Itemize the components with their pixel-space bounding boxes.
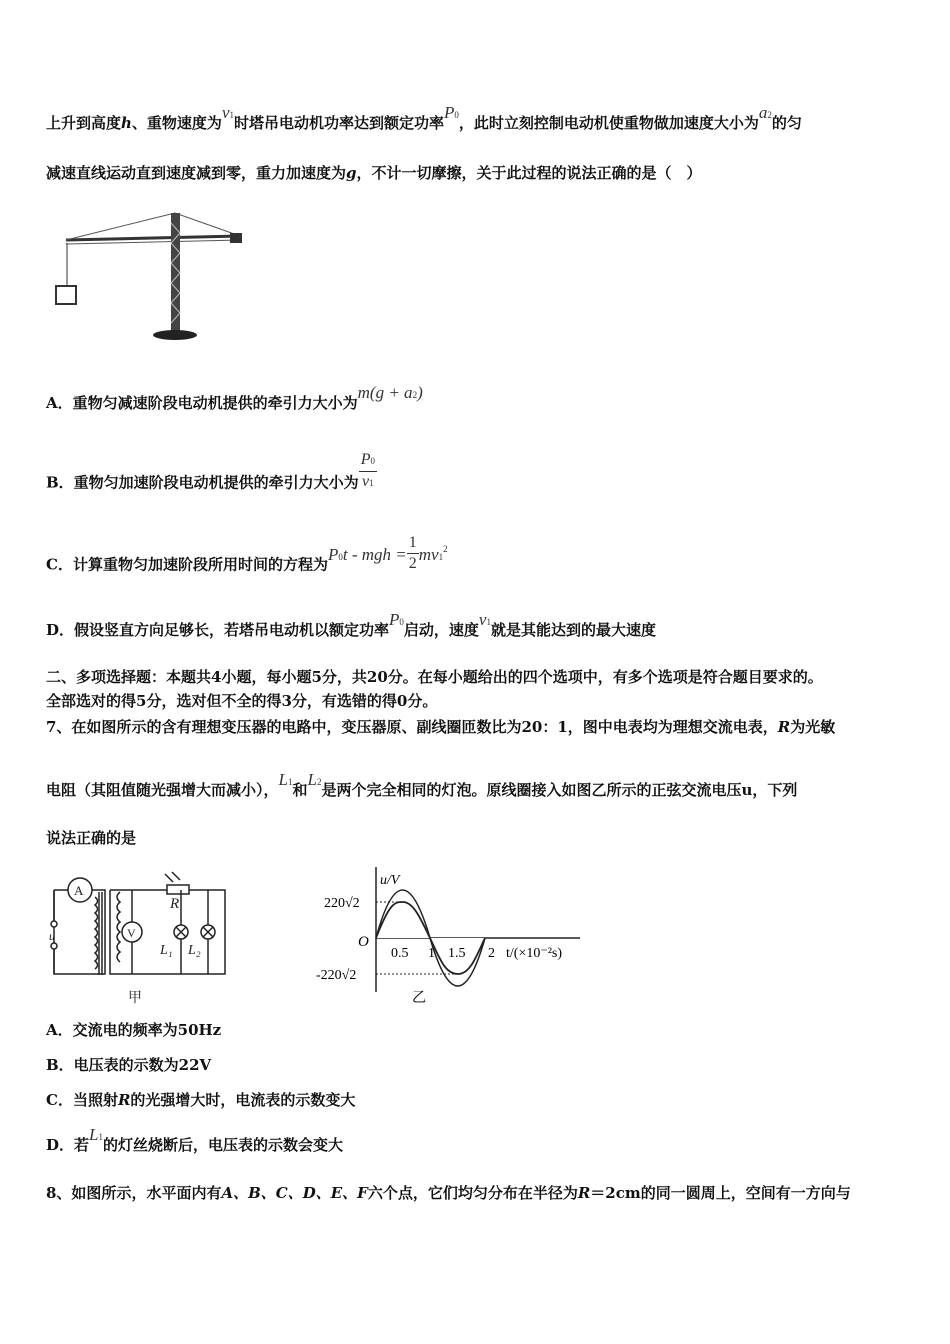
q7-line2: [46, 770, 798, 802]
svg-text:u: u: [49, 929, 55, 943]
svg-text:L₁: L₁: [160, 943, 173, 958]
svg-text:V: V: [127, 926, 136, 940]
var-g: g: [346, 164, 357, 182]
text: 电阻（其阻值随光强增大而减小），: [46, 781, 279, 799]
q6-line1: [46, 103, 802, 135]
text: 启动，速度: [403, 621, 479, 639]
var-L1: L1: [278, 770, 293, 789]
fraction: $\frac{1}{2}$: [408, 534, 417, 572]
q6-option-B: [46, 451, 377, 505]
svg-text:R: R: [170, 896, 180, 912]
text: 的匀: [771, 114, 802, 132]
var-v1: v1: [478, 610, 491, 629]
section2-line1: 二、多项选择题：本题共4小题，每小题5分，共20分。在每小题给出的四个选项中，有多个选项是符合题目要求的。: [46, 668, 823, 686]
tower-crane-image: [50, 208, 250, 343]
q8-line1: [46, 1183, 851, 1203]
svg-text:A: A: [74, 883, 84, 898]
text: ，此时立刻控制电动机使重物做加速度大小为: [458, 114, 759, 132]
text: 上升到高度: [46, 114, 122, 132]
text: D．若: [46, 1136, 90, 1154]
section2-line2: 全部选对的得5分，选对但不全的得3分，有选错的得0分。: [46, 692, 438, 710]
svg-text:O: O: [358, 934, 369, 950]
text: C．当照射: [46, 1091, 118, 1109]
formula: m(g + a2): [357, 383, 423, 402]
q7-line3: 说法正确的是: [46, 829, 137, 847]
text: C．计算重物匀加速阶段所用时间的方程为: [46, 555, 328, 574]
voltage-graph-yi: [310, 862, 600, 1007]
var-L1: L1: [89, 1125, 103, 1144]
var-R: R: [577, 1184, 591, 1202]
text: 减速直线运动直到速度减到零，重力加速度为: [46, 164, 347, 182]
var-h: h: [121, 114, 132, 132]
svg-text:t/(×10⁻²s): t/(×10⁻²s): [506, 946, 563, 961]
var-a2: a2: [758, 103, 772, 122]
text: 、重物速度为: [131, 114, 222, 132]
circuit-diagram-jia: [40, 862, 230, 1007]
svg-text:1: 1: [428, 946, 435, 961]
var-P0: P0: [444, 103, 459, 122]
text: 为光敏: [790, 718, 836, 736]
points: A、B、C、D、E、F: [221, 1184, 368, 1202]
svg-text:220√2: 220√2: [324, 896, 360, 911]
text: 时塔吊电动机功率达到额定功率: [233, 114, 444, 132]
q7-option-C: [46, 1090, 355, 1110]
svg-text:2: 2: [488, 946, 495, 961]
svg-text:甲: 甲: [128, 991, 142, 1006]
q7-option-A: A．交流电的频率为50Hz: [46, 1021, 222, 1039]
text: ＝2cm的同一圆周上，空间有一方向与: [590, 1184, 851, 1202]
formula: P0t - mgh =: [327, 544, 407, 564]
svg-text:-220√2: -220√2: [316, 968, 357, 983]
text: 8、如图所示，水平面内有: [46, 1184, 222, 1202]
svg-text:1.5: 1.5: [448, 946, 466, 961]
var-v1: v1: [221, 103, 234, 122]
q6-line2: [46, 163, 702, 183]
text: 的光强增大时，电流表的示数变大: [130, 1091, 356, 1109]
fraction: $\frac{P0}{v1}$: [360, 451, 375, 490]
text: 的灯丝烧断后，电压表的示数会变大: [102, 1136, 343, 1154]
q6-option-C: [46, 534, 448, 586]
var-R: R: [777, 718, 791, 736]
text: 和: [292, 781, 308, 799]
text: B．重物匀加速阶段电动机提供的牵引力大小为: [46, 473, 359, 492]
q6-option-A: [46, 383, 423, 415]
svg-text:乙: 乙: [412, 991, 426, 1006]
q7-line1: [46, 717, 835, 737]
svg-text:L₂: L₂: [188, 943, 201, 958]
text: 就是其能达到的最大速度: [490, 621, 656, 639]
text: 7、在如图所示的含有理想变压器的电路中，变压器原、副线圈匝数比为20：1，图中电表均为理想交流电表，: [46, 718, 778, 736]
text: 六个点，它们均匀分布在半径为: [367, 1184, 578, 1202]
text: A．重物匀减速阶段电动机提供的牵引力大小为: [46, 394, 358, 412]
text: D．假设竖直方向足够长，若塔吊电动机以额定功率: [46, 621, 390, 639]
text: 是两个完全相同的灯泡。原线圈接入如图乙所示的正弦交流电压u，下列: [321, 781, 798, 799]
var-L2: L2: [307, 770, 322, 789]
q7-option-B: B．电压表的示数为22V: [46, 1056, 212, 1074]
q6-option-D: [46, 610, 656, 642]
svg-text:u/V: u/V: [380, 873, 400, 888]
var-R: R: [117, 1091, 131, 1109]
formula: $mv1^2$: [418, 543, 448, 564]
var-P0: P0: [389, 610, 404, 629]
text: ，不计一切摩擦，关于此过程的说法正确的是（ ）: [356, 164, 702, 182]
q7-option-D: [46, 1125, 343, 1157]
svg-text:0.5: 0.5: [391, 946, 409, 961]
